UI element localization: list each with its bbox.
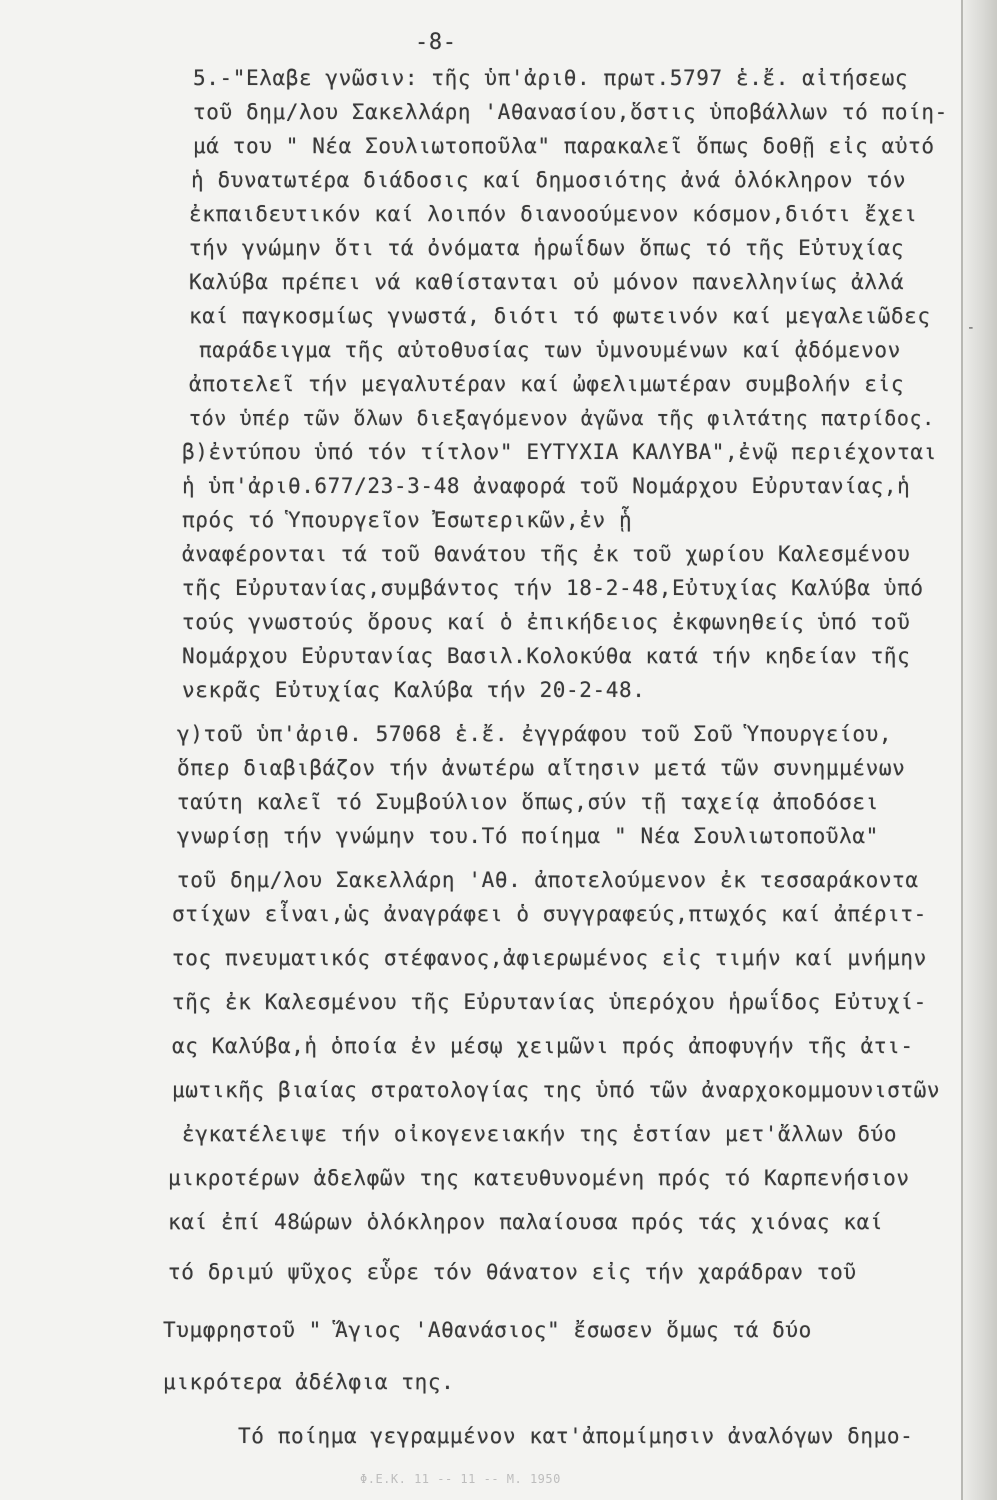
text-line: ἀποτελεῖ τήν μεγαλυτέραν καί ὠφελιμωτέραν συμβολήν εἰς <box>189 372 905 396</box>
text-line: στίχων εἶναι,ὡς ἀναγράφει ὁ συγγραφεύς,πτωχός καί ἀπέριτ- <box>172 902 927 926</box>
text-line: καί ἐπί 48ώρων ὁλόκληρον παλαίουσα πρός τάς χιόνας καί <box>168 1210 884 1234</box>
text-line: ἐκπαιδευτικόν καί λοιπόν διανοούμενον κόσμον,διότι ἔχει <box>189 202 918 226</box>
text-line: τό δριμύ ψῦχος εὗρε τόν θάνατον εἰς τήν χαράδραν τοῦ <box>168 1260 857 1284</box>
text-line: Καλύβα πρέπει νά καθίστανται οὐ μόνον πανελληνίως ἀλλά <box>189 270 905 294</box>
text-line: ἡ δυνατωτέρα διάδοσις καί δημοσιότης ἀνά ὁλόκληρον τόν <box>191 168 907 192</box>
text-line: γνωρίσῃ τήν γνώμην του.Τό ποίημα " Νέα Σουλιωτοποῦλα" <box>177 824 879 848</box>
text-line: μωτικῆς βιαίας στρατολογίας της ὑπό τῶν ἀναρχοκομμουνιστῶν <box>172 1078 941 1102</box>
text-line: τοῦ δημ/λου Σακελλάρη 'Αθανασίου,ὅστις ὑποβάλλων τό ποίη- <box>193 100 948 124</box>
footer-ghost-print: Φ.Ε.Κ. 11 -- 11 -- Μ. 1950 <box>360 1472 561 1486</box>
text-line: Νομάρχου Εὐρυτανίας Βασιλ.Κολοκύθα κατά τήν κηδείαν τῆς <box>182 644 911 668</box>
page-number: -8- <box>415 30 457 55</box>
text-line: ας Καλύβα,ἡ ὁποία ἐν μέσῳ χειμῶνι πρός ἀποφυγήν τῆς ἀτι- <box>172 1034 914 1058</box>
text-line: τήν γνώμην ὅτι τά ὀνόματα ἡρωΐδων ὅπως τό τῆς Εὐτυχίας <box>189 236 905 260</box>
text-line: ἡ ὑπ'ἀριθ.677/23-3-48 ἀναφορά τοῦ Νομάρχου Εὐρυτανίας,ἡ <box>182 474 911 498</box>
text-line: μικροτέρων ἀδελφῶν της κατευθυνομένη πρός τό Καρπενήσιον <box>168 1166 910 1190</box>
text-line: τος πνευματικός στέφανος,ἀφιερωμένος εἰς τιμήν καί μνήμην <box>172 946 927 970</box>
text-line: μά του " Νέα Σουλιωτοποῦλα" παρακαλεῖ ὅπως δοθῇ εἰς αὐτό <box>193 134 935 158</box>
text-line: ἐγκατέλειψε τήν οἰκογενειακήν της ἑστίαν μετ'ἄλλων δύο <box>182 1122 898 1146</box>
margin-mark: - <box>966 320 975 336</box>
text-line: ταύτη καλεῖ τό Συμβούλιον ὅπως,σύν τῇ ταχείᾳ ἀποδόσει <box>177 790 879 814</box>
text-line: Τυμφρηστοῦ " Ἅγιος 'Αθανάσιος" ἔσωσεν ὅμως τά δύο <box>163 1318 812 1342</box>
text-line: μικρότερα ἀδέλφια της. <box>163 1370 455 1394</box>
text-line: ὅπερ διαβιβάζον τήν ἀνωτέρω αἴτησιν μετά τῶν συνημμένων <box>177 756 906 780</box>
text-line: παράδειγμα τῆς αὐτοθυσίας των ὑμνουμένων καί ᾀδόμενον <box>199 338 901 362</box>
text-line: β)ἐντύπου ὑπό τόν τίτλον" ΕΥΤΥΧΙΑ ΚΑΛΥΒΑ",ἐνῷ περιέχονται <box>182 440 937 464</box>
text-line: καί παγκοσμίως γνωστά, διότι τό φωτεινόν καί μεγαλειῶδες <box>189 304 931 328</box>
text-line: τῆς Εὐρυτανίας,συμβάντος τήν 18-2-48,Εὐτυχίας Καλύβα ὑπό <box>182 576 924 600</box>
text-line: νεκρᾶς Εὐτυχίας Καλύβα τήν 20-2-48. <box>182 678 646 702</box>
text-line: 5.-"Ελαβε γνῶσιν: τῆς ὑπ'ἀριθ. πρωτ.5797 ἑ.ἔ. αἰτήσεως <box>193 66 909 90</box>
text-line: τούς γνωστούς ὅρους καί ὁ ἐπικήδειος ἐκφωνηθείς ὑπό τοῦ <box>182 610 911 634</box>
text-line: τοῦ δημ/λου Σακελλάρη 'Αθ. ἀποτελούμενον ἐκ τεσσαράκοντα <box>177 868 919 892</box>
text-line: τόν ὑπέρ τῶν ὅλων διεξαγόμενον ἀγῶνα τῆς φιλτάτης πατρίδος. <box>189 406 935 430</box>
text-line: ἀναφέρονται τά τοῦ θανάτου τῆς ἐκ τοῦ χωρίου Καλεσμένου <box>182 542 911 566</box>
text-line: γ)τοῦ ὑπ'ἀριθ. 57068 ἑ.ἔ. ἐγγράφου τοῦ Σοῦ Ὑπουργείου, <box>177 722 893 746</box>
text-line: τῆς ἐκ Καλεσμένου τῆς Εὐρυτανίας ὑπερόχου ἡρωΐδος Εὐτυχί- <box>172 990 927 1014</box>
text-line: Τό ποίημα γεγραμμένον κατ'ἀπομίμησιν ἀναλόγων δημο- <box>238 1424 914 1448</box>
text-line: πρός τό Ὑπουργεῖον Ἐσωτερικῶν,ἐν ᾗ <box>182 508 633 532</box>
